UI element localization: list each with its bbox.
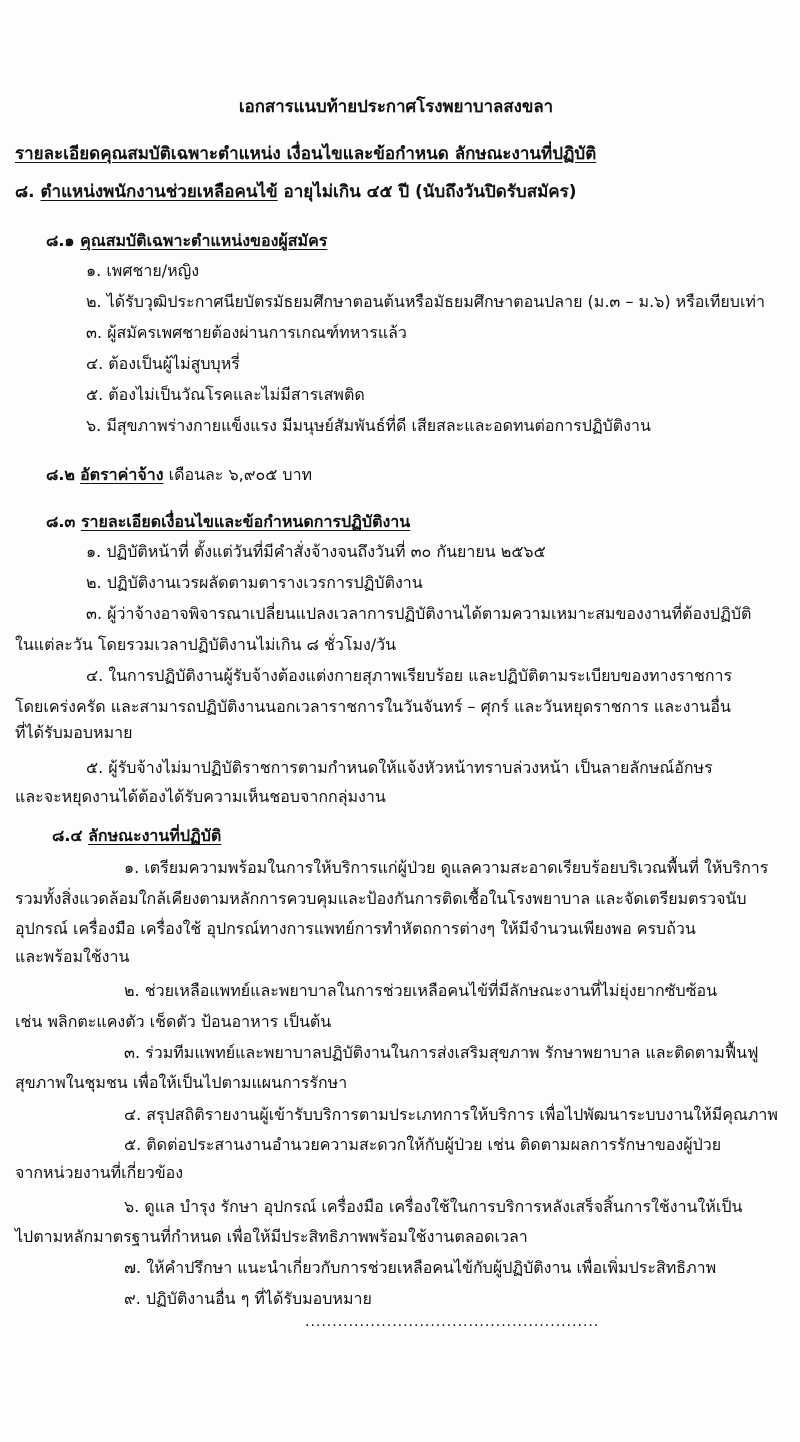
list-item: ๖. มีสุขภาพร่างกายแข็งแรง มีมนุษย์สัมพันธ์ที่ดี เสียสละและอดทนต่อการปฏิบัติงาน (86, 416, 651, 435)
paragraph-line: ๕. ผู้รับจ้างไม่มาปฏิบัติราชการตามกำหนดให้แจ้งหัวหน้าทราบล่วงหน้า เป็นลายลักษณ์อักษร (86, 758, 713, 777)
paragraph-line: ไปตามหลักมาตรฐานที่กำหนด เพื่อให้มีประสิทธิภาพพร้อมใช้งานตลอดเวลา (15, 1227, 528, 1246)
paragraph-line: เช่น พลิกตะแคงตัว เช็ดตัว ป้อนอาหาร เป็นต้น (15, 1012, 332, 1031)
section-number: ๘.๓ (46, 512, 76, 531)
paragraph-line: สุขภาพในชุมชน เพื่อให้เป็นไปตามแผนการรักษา (15, 1073, 348, 1092)
section-title: รายละเอียดเงื่อนไขและข้อกำหนดการปฏิบัติงาน (80, 512, 411, 531)
paragraph-line: และพร้อมใช้งาน (15, 947, 130, 966)
list-item: ๒. ได้รับวุฒิประกาศนียบัตรมัธยมศึกษาตอนต้นหรือมัธยมศึกษาตอนปลาย (ม.๓ – ม.๖) หรือเทียบเท่า (86, 292, 765, 311)
paragraph-line: จากหน่วยงานที่เกี่ยวข้อง (15, 1163, 184, 1182)
paragraph-line: ๖. ดูแล บำรุง รักษา อุปกรณ์ เครื่องมือ เครื่องใช้ในการบริการหลังเสร็จสิ้นการใช้งานให้เป็น (124, 1197, 743, 1216)
position-heading (15, 181, 577, 203)
section-number: ๘.๑ (46, 231, 75, 250)
section-title: คุณสมบัติเฉพาะตำแหน่งของผู้สมัคร (80, 231, 328, 250)
section-wage (46, 464, 312, 486)
position-number: ๘. (15, 182, 35, 202)
paragraph-line: ๗. ให้คำปรึกษา แนะนำเกี่ยวกับการช่วยเหลือคนไข้กับผู้ปฏิบัติงาน เพื่อเพิ่มประสิทธิภาพ (124, 1258, 717, 1277)
document-title: เอกสารแนบท้ายประกาศโรงพยาบาลสงขลา (238, 97, 554, 117)
section-title: อัตราค่าจ้าง (80, 465, 164, 484)
paragraph-line: ๔. สรุปสถิติรายงานผู้เข้ารับบริการตามประเภทการให้บริการ เพื่อไปพัฒนาระบบงานให้มีคุณภาพ (124, 1105, 778, 1124)
section-duties-heading (52, 825, 221, 847)
paragraph-line: อุปกรณ์ เครื่องมือ เครื่องใช้ อุปกรณ์ทางการแพทย์การทำหัตถการต่างๆ ให้มีจำนวนเพียงพอ ครบถ้วน (15, 919, 696, 938)
paragraph-line: ๑. เตรียมความพร้อมในการให้บริการแก่ผู้ป่วย ดูแลความสะอาดเรียบร้อยบริเวณพื้นที่ ให้บริการ (124, 858, 769, 877)
paragraph-line: ๔. ในการปฏิบัติงานผู้รับจ้างต้องแต่งกายสุภาพเรียบร้อย และปฏิบัติตามระเบียบของทางราชการ (86, 666, 733, 685)
paragraph-line: ในแต่ละวัน โดยรวมเวลาปฏิบัติงานไม่เกิน ๘ ชั่วโมง/วัน (15, 635, 397, 654)
position-age: อายุไม่เกิน ๔๕ ปี (นับถึงวันปิดรับสมัคร) (283, 182, 577, 202)
position-name: ตำแหน่งพนักงานช่วยเหลือคนไข้ (40, 182, 278, 202)
paragraph-line: ๒. ช่วยเหลือแพทย์และพยาบาลในการช่วยเหลือคนไข้ที่มีลักษณะงานที่ไม่ยุ่งยากซับซ้อน (124, 981, 718, 1000)
end-mark: ...................................................... (305, 1314, 600, 1330)
section-qualifications-heading (46, 230, 327, 252)
paragraph-line: ๒. ปฏิบัติงานเวรผลัดตามตารางเวรการปฏิบัติงาน (86, 573, 423, 592)
paragraph-line: ๕. ติดต่อประสานงานอำนวยความสะดวกให้กับผู้ป่วย เช่น ติดตามผลการรักษาของผู้ป่วย (124, 1135, 722, 1154)
section-number: ๘.๒ (46, 465, 75, 484)
section-number: ๘.๔ (52, 826, 83, 845)
section-title: ลักษณะงานที่ปฏิบัติ (88, 826, 222, 845)
list-item: ๔. ต้องเป็นผู้ไม่สูบบุหรี่ (86, 354, 240, 373)
paragraph-line: โดยเคร่งครัด และสามารถปฏิบัติงานนอกเวลาราชการในวันจันทร์ – ศุกร์ และวันหยุดราชการ และงานอื่น (15, 697, 731, 716)
wage-amount: เดือนละ ๖,๙๐๕ บาท (168, 465, 313, 484)
list-item: ๑. เพศชาย/หญิง (86, 261, 200, 280)
paragraph-line: ๑. ปฏิบัติหน้าที่ ตั้งแต่วันที่มีคำสั่งจ้างจนถึงวันที่ ๓๐ กันยายน ๒๕๖๕ (86, 542, 546, 561)
list-item: ๓. ผู้สมัครเพศชายต้องผ่านการเกณฑ์ทหารแล้ว (86, 323, 407, 342)
document-subtitle: รายละเอียดคุณสมบัติเฉพาะตำแหน่ง เงื่อนไขและข้อกำหนด ลักษณะงานที่ปฏิบัติ (15, 144, 597, 164)
paragraph-line: ๓. ร่วมทีมแพทย์และพยาบาลปฏิบัติงานในการส่งเสริมสุขภาพ รักษาพยาบาล และติดตามฟื้นฟู (124, 1043, 759, 1062)
paragraph-line: ๓. ผู้ว่าจ้างอาจพิจารณาเปลี่ยนแปลงเวลาการปฏิบัติงานได้ตามความเหมาะสมของงานที่ต้องปฏิบัติ (86, 604, 752, 623)
section-conditions-heading (46, 511, 410, 533)
paragraph-line: และจะหยุดงานได้ต้องได้รับความเห็นชอบจากกลุ่มงาน (15, 787, 386, 806)
list-item: ๕. ต้องไม่เป็นวัณโรคและไม่มีสารเสพติด (86, 385, 365, 404)
paragraph-line: ที่ได้รับมอบหมาย (15, 723, 133, 742)
paragraph-line: รวมทั้งสิ่งแวดล้อมใกล้เคียงตามหลักการควบคุมและป้องกันการติดเชื้อในโรงพยาบาล และจัดเตรียมตรวจนับ (15, 889, 747, 908)
paragraph-line: ๙. ปฏิบัติงานอื่น ๆ ที่ได้รับมอบหมาย (124, 1289, 372, 1308)
